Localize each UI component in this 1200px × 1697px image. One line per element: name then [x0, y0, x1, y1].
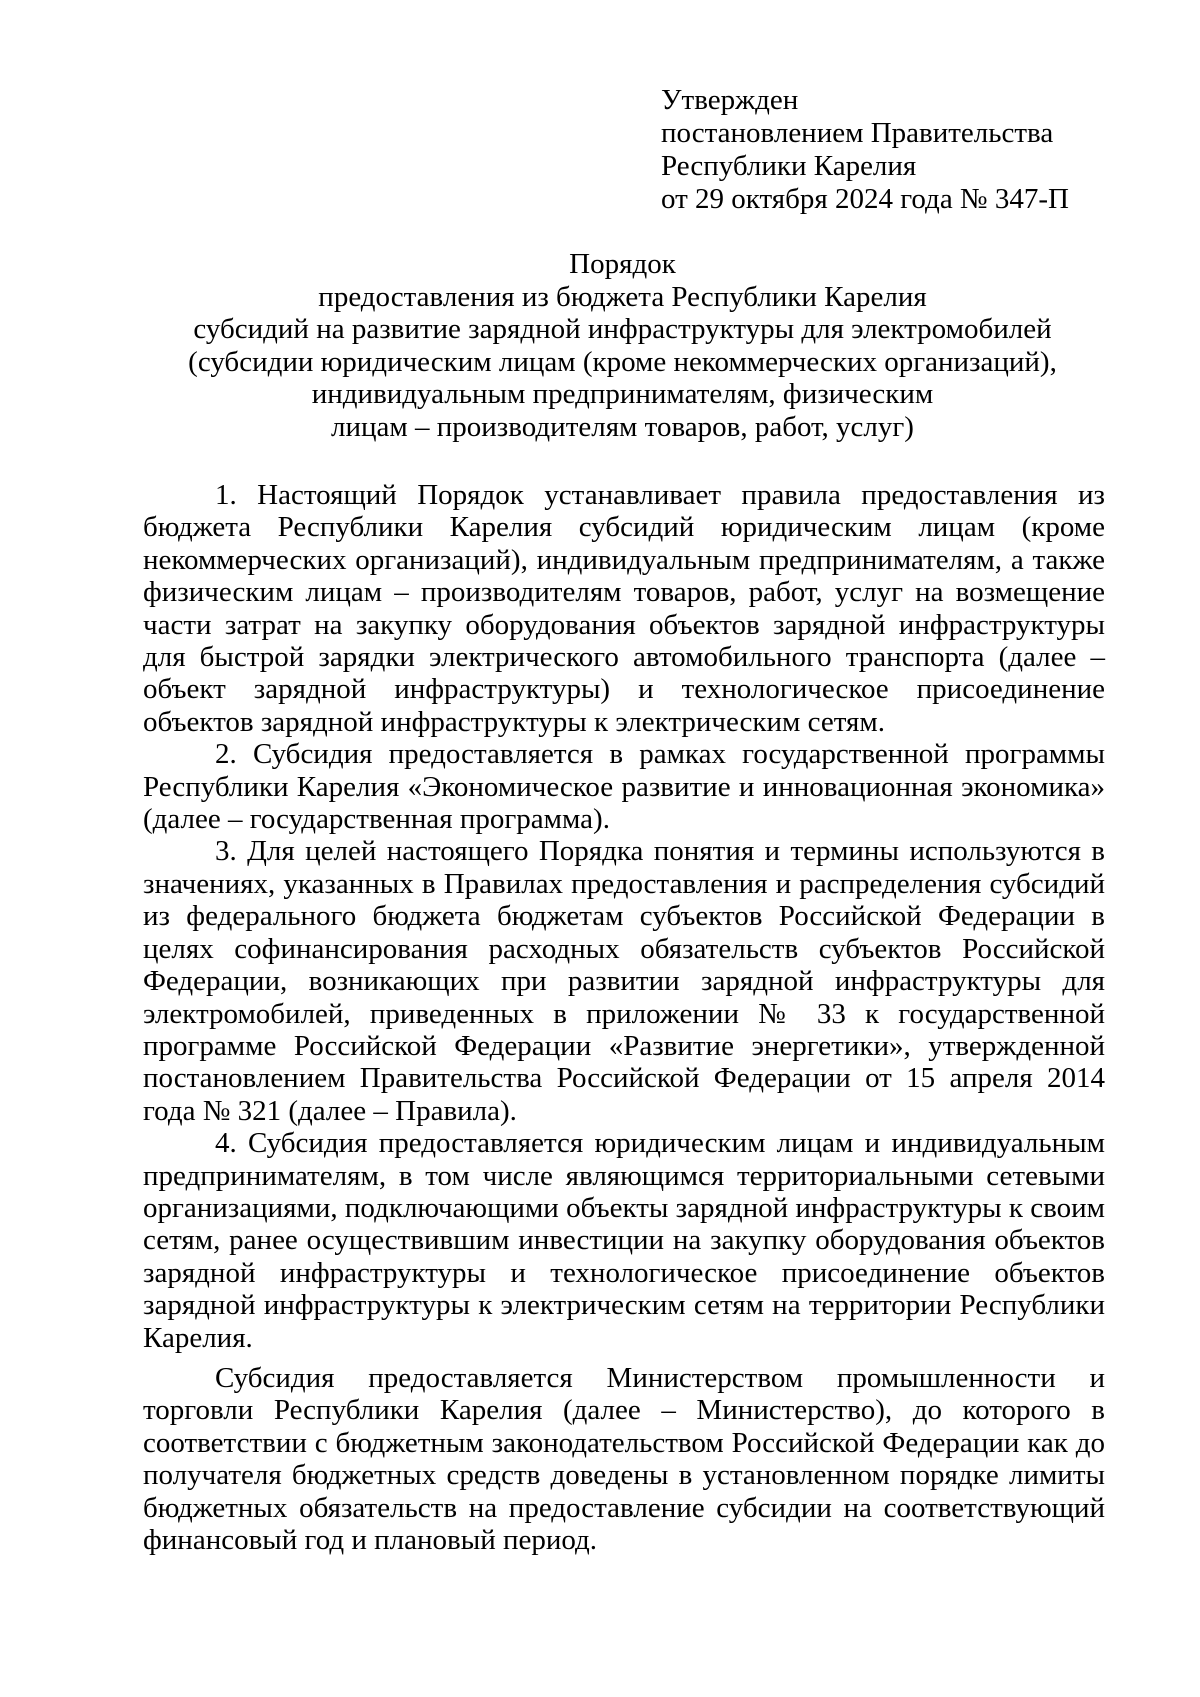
title-line: (субсидии юридическим лицам (кроме некоммерческих организаций), — [188, 345, 1057, 378]
title-line: индивидуальным предпринимателям, физическим — [311, 378, 934, 410]
title-line: предоставления из бюджета Республики Карелия — [318, 280, 927, 313]
document-body — [143, 479, 1105, 1556]
paragraph-1: 1. Настоящий Порядок устанавливает правила предоставления из бюджета Республики Карелия субсидий юридическим лицам (кроме некоммерческих организаций), индивидуальным предпринимателям, а также физическим лицам – производителям товаров, работ, услуг на возмещение части затрат на закупку оборудования объектов зарядной инфраструктуры для быстрой зарядки электрического автомобильного транспорта (далее – объект зарядной инфраструктуры) и технологическое присоединение объектов зарядной инфраструктуры к электрическим сетям. — [143, 479, 1105, 738]
title-line: Порядок — [569, 248, 676, 280]
title-line: лицам – производителям товаров, работ, услуг) — [331, 410, 914, 443]
paragraph-3: 3. Для целей настоящего Порядка понятия и термины используются в значениях, указанных в Правилах предоставления и распределения субсидий из федерального бюджета бюджетам субъектов Российской Федерации в целях софинансирования расходных обязательств субъектов Российской Федерации, возникающих при развитии зарядной инфраструктуры для электромобилей, приведенных в приложении № 33 к государственной программе Российской Федерации «Развитие энергетики», утвержденной постановлением Правительства Российской Федерации от 15 апреля 2014 года № 321 (далее – Правила). — [143, 835, 1105, 1127]
approval-line: Утвержден — [661, 84, 799, 116]
title-line: субсидий на развитие зарядной инфраструктуры для электромобилей — [193, 313, 1052, 345]
paragraph-2: 2. Субсидия предоставляется в рамках государственной программы Республики Карелия «Экономическое развитие и инновационная экономика» (далее – государственная программа). — [143, 738, 1105, 836]
approval-line: Республики Карелия — [661, 150, 917, 182]
approval-stamp — [661, 84, 1069, 216]
paragraph-4: 4. Субсидия предоставляется юридическим лицам и индивидуальным предпринимателям, в том числе являющимся территориальными сетевыми организациями, подключающими объекты зарядной инфраструктуры к своим сетям, ранее осуществившим инвестиции на закупку оборудования объектов зарядной инфраструктуры и технологическое присоединение объектов зарядной инфраструктуры к электрическим сетям на территории Республики Карелия. — [143, 1127, 1105, 1354]
document-title — [140, 248, 1105, 443]
approval-line: от 29 октября 2024 года № 347-П — [661, 183, 1069, 215]
approval-line: постановлением Правительства — [661, 117, 1054, 149]
paragraph-5: Субсидия предоставляется Министерством промышленности и торговли Республики Карелия (далее – Министерство), до которого в соответствии с бюджетным законодательством Российской Федерации как до получателя бюджетных средств доведены в установленном порядке лимиты бюджетных обязательств на предоставление субсидии на соответствующий финансовый год и плановый период. — [143, 1361, 1105, 1556]
